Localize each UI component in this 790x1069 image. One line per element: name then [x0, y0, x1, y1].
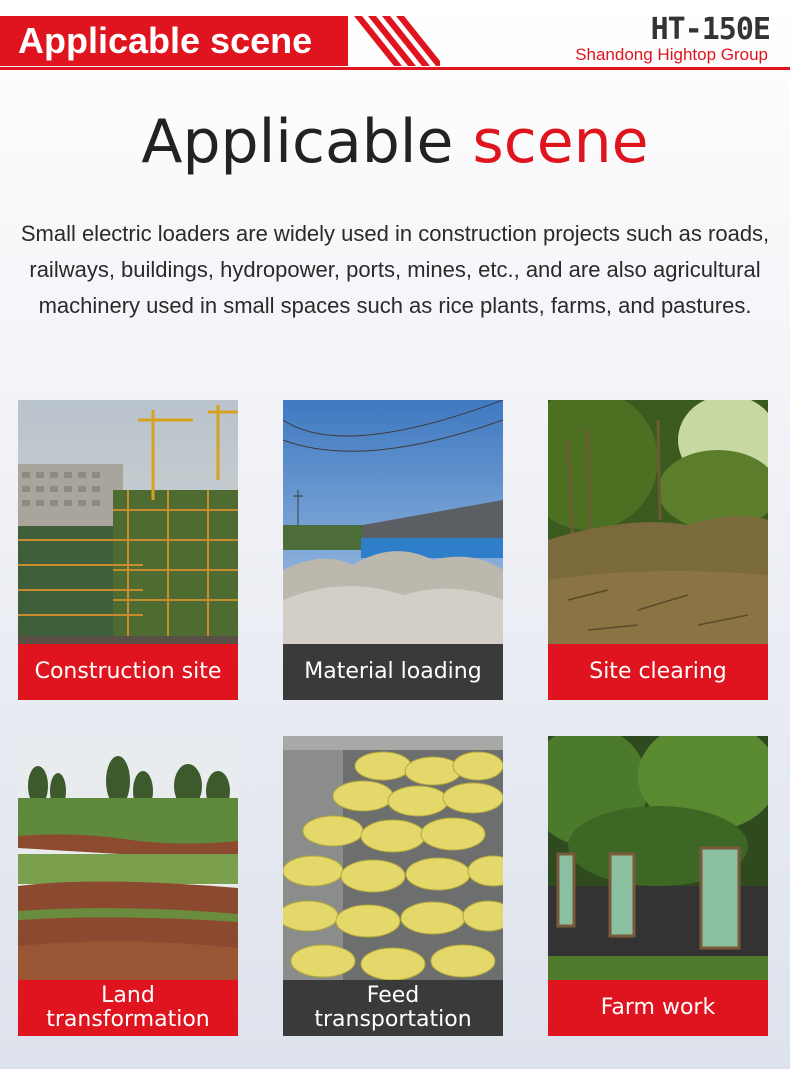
scene-card-construction-site	[18, 400, 238, 700]
scene-card-land-transformation	[18, 736, 238, 1036]
page-title	[0, 102, 790, 182]
farm-work-photo	[548, 736, 768, 980]
header-stripes-decoration	[340, 16, 440, 66]
header-divider-line	[0, 67, 790, 70]
scene-label: Material loading	[283, 644, 503, 700]
site-clearing-photo	[548, 400, 768, 644]
feed-transportation-photo	[283, 736, 503, 980]
title-red-part: scene	[472, 107, 649, 177]
scene-label: Land transformation	[18, 980, 238, 1036]
land-transformation-photo	[18, 736, 238, 980]
header-banner	[0, 0, 790, 72]
scene-card-material-loading	[283, 400, 503, 700]
header-tab	[0, 16, 345, 66]
header-tab-title: Applicable scene	[18, 20, 313, 61]
construction-site-photo	[18, 400, 238, 644]
scene-label: Farm work	[548, 980, 768, 1036]
scene-card-site-clearing	[548, 400, 768, 700]
model-number: HT-150E	[650, 12, 770, 47]
scene-label: Feed transportation	[283, 980, 503, 1036]
scene-label: Construction site	[18, 644, 238, 700]
company-name: Shandong Hightop Group	[575, 45, 768, 64]
title-dark-part: Applicable	[141, 107, 454, 177]
scene-label: Site clearing	[548, 644, 768, 700]
scene-card-farm-work	[548, 736, 768, 1036]
description-paragraph: Small electric loaders are widely used in construction projects such as roads, railways, buildings, hydropower, ports, mines, etc., and are also agricultural machinery used in small spaces such as rice plants, farms, and pastures.	[20, 221, 770, 318]
material-loading-photo	[283, 400, 503, 644]
scene-card-feed-transportation	[283, 736, 503, 1036]
